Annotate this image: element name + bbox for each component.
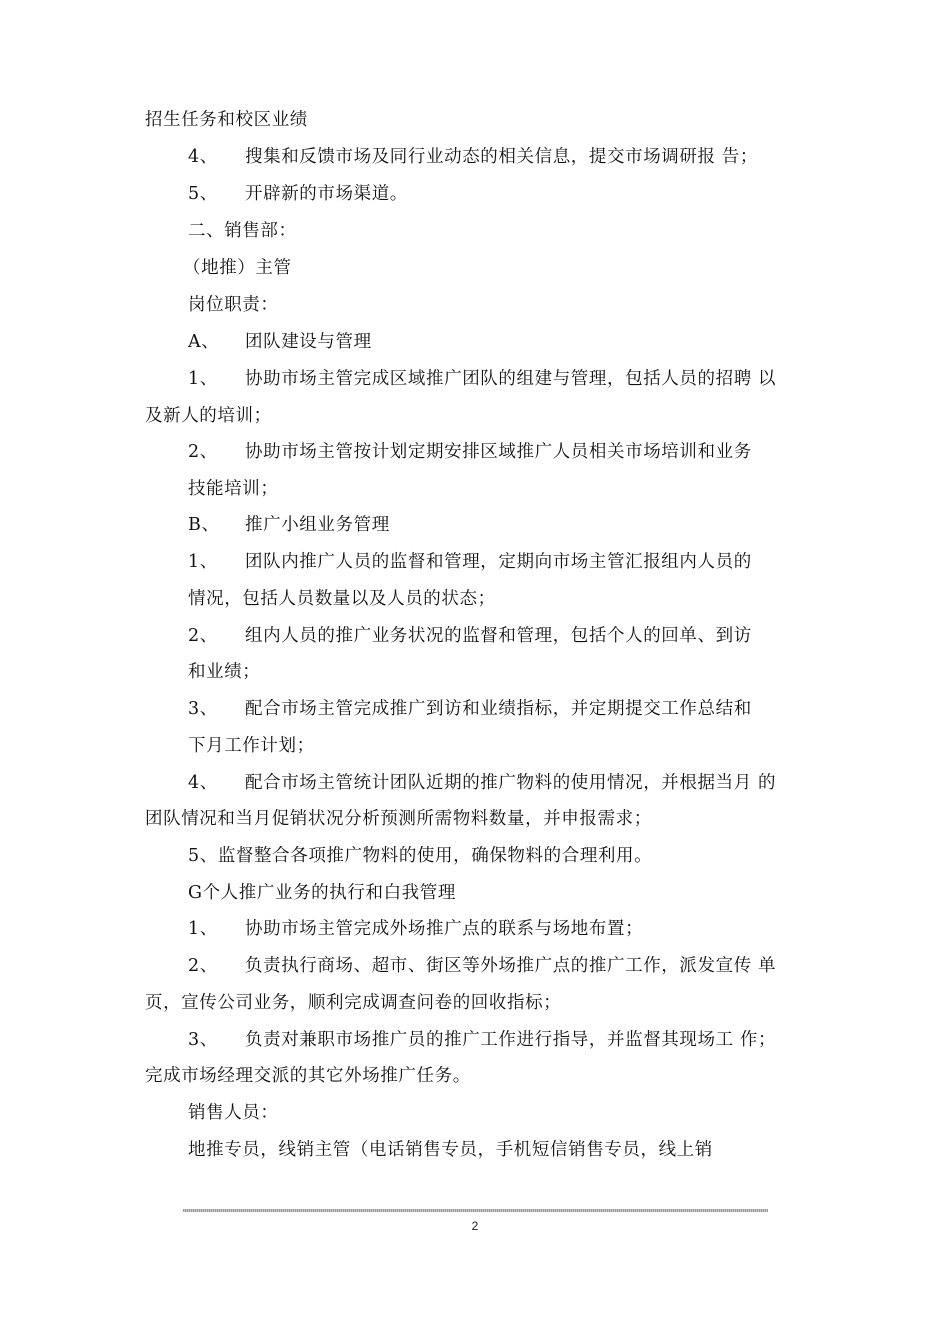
duties-heading: 岗位职责： [188,295,279,315]
list-item-2 [188,624,752,648]
sales-staff-heading: 销售人员： [188,1103,279,1123]
list-item-3 [188,1028,776,1052]
paragraph-line: 完成市场经理交派的其它外场推广任务。 [145,1066,471,1086]
list-number: 2、 [188,442,218,462]
list-number: 1、 [188,369,218,389]
list-text: 协助市场主管完成区域推广团队的组建与管理，包括人员的招聘 以 [245,369,777,389]
subsection-b [188,513,390,537]
list-number: A、 [188,332,220,352]
list-number: 4、 [188,147,218,167]
subsection-a [188,330,372,354]
position-title: （地推）主管 [183,258,292,278]
list-number: 1、 [188,552,218,572]
list-text: 组内人员的推广业务状况的监督和管理，包括个人的回单、到访 [245,626,752,646]
paragraph-line: 地推专员，线销主管（电话销售专员，手机短信销售专员，线上销 [188,1140,713,1160]
list-item-1 [188,917,643,941]
paragraph-line: 和业绩； [188,662,261,682]
list-number: 3、 [188,699,218,719]
paragraph-line: 团队情况和当月促销状况分析预测所需物料数量，并申报需求； [145,809,652,829]
list-item-5 [188,182,408,206]
section-heading-sales: 二、销售部： [188,221,297,241]
paragraph-line: 页，宣传公司业务，顺利完成调查问卷的回收指标； [145,993,562,1013]
list-number: 5、 [188,184,218,204]
list-text: 负责对兼职市场推广员的推广工作进行指导，并监督其现场工 作； [245,1030,777,1050]
list-item-5: 5、监督整合各项推广物料的使用，确保物料的合理利用。 [188,846,653,866]
list-text: 推广小组业务管理 [245,515,390,535]
paragraph-line: 技能培训； [188,479,279,499]
list-item-3 [188,697,752,721]
list-text: 配合市场主管统计团队近期的推广物料的使用情况，并根据当月 的 [245,773,777,793]
list-item-4 [188,771,776,795]
list-number: 3、 [188,1030,218,1050]
footer-divider [183,1209,768,1212]
list-item-2 [188,954,776,978]
list-text: 团队建设与管理 [245,332,372,352]
paragraph-line: 下月工作计划； [188,736,315,756]
list-text: 搜集和反馈市场及同行业动态的相关信息，提交市场调研报 告； [245,147,758,167]
list-item-1 [188,550,752,574]
list-number: 2、 [188,626,218,646]
paragraph-line: 及新人的培训； [145,406,272,426]
page-number: 2 [471,1219,479,1233]
list-text: 团队内推广人员的监督和管理，定期向市场主管汇报组内人员的 [245,552,752,572]
list-item-4 [188,145,758,169]
list-number: 1、 [188,919,218,939]
list-text: 协助市场主管按计划定期安排区域推广人员相关市场培训和业务 [245,442,752,462]
paragraph-line: 情况，包括人员数量以及人员的状态； [188,589,496,609]
list-text: 配合市场主管完成推广到访和业绩指标，并定期提交工作总结和 [245,699,752,719]
list-item-1 [188,367,776,391]
list-text: 开辟新的市场渠道。 [245,184,408,204]
list-item-2 [188,440,752,464]
list-number: 2、 [188,956,218,976]
list-text: 协助市场主管完成外场推广点的联系与场地布置； [245,919,644,939]
list-text: 负责执行商场、超市、街区等外场推广点的推广工作，派发宣传 单 [245,956,777,976]
list-number: B、 [188,515,220,535]
paragraph-line: 招生任务和校区业绩 [145,110,308,130]
subsection-c: G个人推广业务的执行和白我管理 [188,883,456,903]
list-number: 4、 [188,773,218,793]
